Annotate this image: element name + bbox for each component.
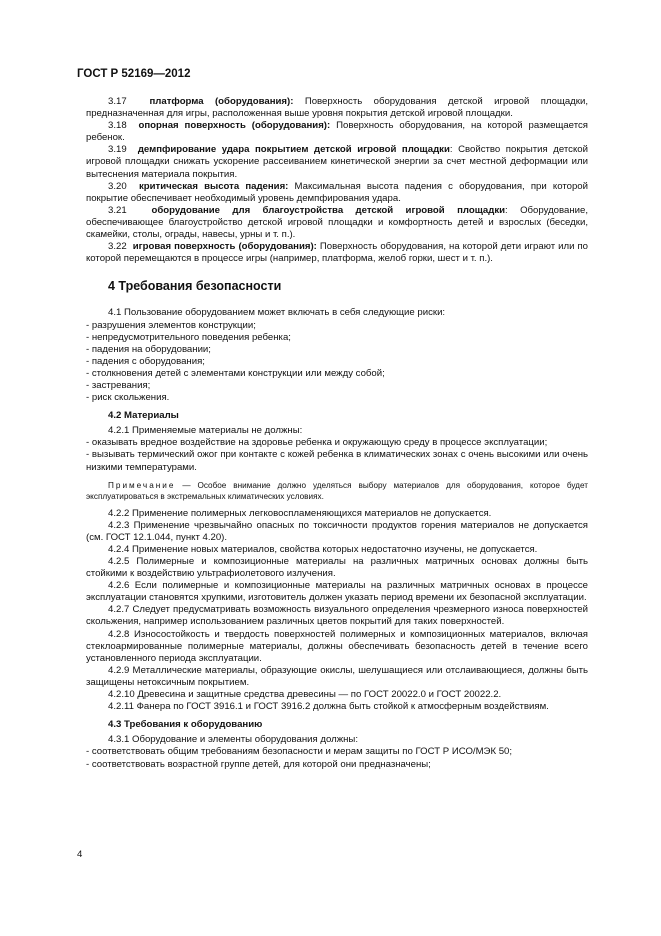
paragraph-4-2-11: 4.2.11 Фанера по ГОСТ 3916.1 и ГОСТ 3916.2 должна быть стойкой к атмосферным воздействиям. [108, 701, 549, 713]
paragraph-4-2-5: 4.2.5 Полимерные и композиционные материалы на различных матричных основах должны быть стойкими к воздействию ультрафиолетового излучения. [86, 556, 588, 580]
definition-text: : Оборудование, обеспечивающее благоустройство детской игровой площадки и комфортность детей и взрослых (беседки, скамейки, столы, ограды, навесы, урны и т. п.). [86, 204, 588, 241]
definition-3-22 [86, 241, 588, 265]
paragraph-4-2-6: 4.2.6 Если полимерные и композиционные материалы на различных матричных основах в процессе эксплуатации становятся хрупкими, изготовитель должен указать период времени их безопасной эксплуатации. [86, 580, 588, 604]
definition-text: Поверхность оборудования, на которой дети играют или по которой перемещаются в процессе игры (например, платформа, желоб горки, шест и т. п.). [86, 241, 589, 265]
definition-term: демпфирование удара покрытием детской игровой площадки [137, 144, 450, 156]
paragraph-4-2-8: 4.2.8 Износостойкость и твердость поверхностей полимерных и композиционных материалов, включая стеклоармированные полимерные материалы, должны обеспечивать безопасность детей в течение всего установленного периода эксплуатации. [86, 628, 588, 664]
paragraph-4-2-3: 4.2.3 Применение чрезвычайно опасных по токсичности продуктов горения материалов не допускается (см. ГОСТ 12.1.044, пункт 4.20). [86, 519, 588, 543]
definition-3-18 [86, 120, 588, 144]
list-item: - разрушения элементов конструкции; [86, 319, 256, 331]
paragraph-4-2-2: 4.2.2 Применение полимерных легковоспламеняющихся материалов не допускается. [108, 507, 492, 519]
note [86, 480, 588, 502]
list-item: - падения на оборудовании; [86, 343, 211, 355]
note-label: Примечание [108, 480, 176, 490]
paragraph-4-2-10: 4.2.10 Древесина и защитные средства древесины — по ГОСТ 20022.0 и ГОСТ 20022.2. [108, 689, 502, 701]
paragraph-4-2-4: 4.2.4 Применение новых материалов, свойства которых недостаточно изучены, не допускается. [108, 543, 538, 555]
paragraph-4-3-1-b: - соответствовать возрастной группе детей, для которой они предназначены; [86, 758, 431, 770]
paragraph-4-2-1-b: - вызывать термический ожог при контакте с кожей ребенка в климатических зонах с очень высокими или очень низкими температурами. [86, 449, 588, 473]
definition-term: опорная поверхность (оборудования): [138, 120, 331, 132]
subsection-4-2-heading: 4.2 Материалы [108, 410, 179, 422]
paragraph-4-3-1-a: - соответствовать общим требованиям безопасности и мерам защиты по ГОСТ Р ИСО/МЭК 50; [86, 746, 513, 758]
definition-term: платформа (оборудования): [149, 96, 294, 107]
list-item: - застревания; [86, 379, 151, 391]
page-number: 4 [77, 849, 83, 860]
definition-number: 3.20 [108, 180, 127, 192]
definition-number: 3.18 [108, 120, 127, 132]
definition-3-20 [86, 181, 588, 205]
subsection-4-3-heading: 4.3 Требования к оборудованию [108, 719, 263, 731]
paragraph-4-2-1-a: - оказывать вредное воздействие на здоровье ребенка и окружающую среду в процессе эксплуатации; [86, 437, 548, 449]
definition-term: оборудование для благоустройства детской игровой площадки [151, 204, 506, 216]
definition-term: игровая поверхность (оборудования): [132, 241, 317, 253]
definition-number: 3.19 [108, 144, 127, 156]
paragraph-4-2-1: 4.2.1 Применяемые материалы не должны: [108, 425, 303, 437]
definition-text: Поверхность оборудования детской игровой площадки, предназначенная для игры, расположенная выше уровня покрытия детской игровой площадки. [86, 96, 588, 120]
paragraph-4-1: 4.1 Пользование оборудованием может включать в себя следующие риски: [108, 307, 446, 319]
page-header: ГОСТ Р 52169—2012 [77, 68, 191, 80]
document-body [86, 96, 588, 771]
list-item: - непредусмотрительного поведения ребенка; [86, 331, 291, 343]
definition-term: критическая высота падения: [138, 180, 289, 192]
definition-number: 3.17 [108, 96, 127, 107]
definition-text: Поверхность оборудования, на которой размещается ребенок. [86, 120, 588, 144]
paragraph-4-2-9: 4.2.9 Металлические материалы, образующие окислы, шелушащиеся или отслаивающиеся, должны быть защищены нетоксичным покрытием. [86, 664, 588, 688]
list-item: - столкновения детей с элементами конструкции или между собой; [86, 367, 385, 379]
definition-3-17 [86, 96, 588, 120]
section-4-heading: 4 Требования безопасности [108, 279, 282, 294]
paragraph-4-2-7: 4.2.7 Следует предусматривать возможность визуального определения чрезмерного износа поверхностей скольжения, например использованием различных цветов покрытий для таких поверхностей. [86, 604, 588, 628]
risk-list [86, 320, 588, 405]
definition-3-21 [86, 205, 588, 241]
list-item: - риск скольжения. [86, 392, 170, 404]
definition-text: Максимальная высота падения с оборудования, при которой покрытие обеспечивает необходимый уровень демпфирования удара. [86, 180, 588, 204]
list-item: - падения с оборудования; [86, 355, 205, 367]
paragraph-4-3-1: 4.3.1 Оборудование и элементы оборудования должны: [108, 734, 358, 746]
definition-text: : Свойство покрытия детской игровой площадки снижать ускорение рассеиванием кинетической энергии за счет местной деформации или вытеснения материала покрытия. [86, 144, 588, 180]
note-text: — Особое внимание должно уделяться выбору материалов для оборудования, которое будет эксплуатироваться в экстремальных климатических условиях. [86, 480, 588, 501]
definition-number: 3.21 [108, 204, 127, 216]
definition-number: 3.22 [108, 241, 127, 253]
definition-3-19 [86, 144, 588, 180]
